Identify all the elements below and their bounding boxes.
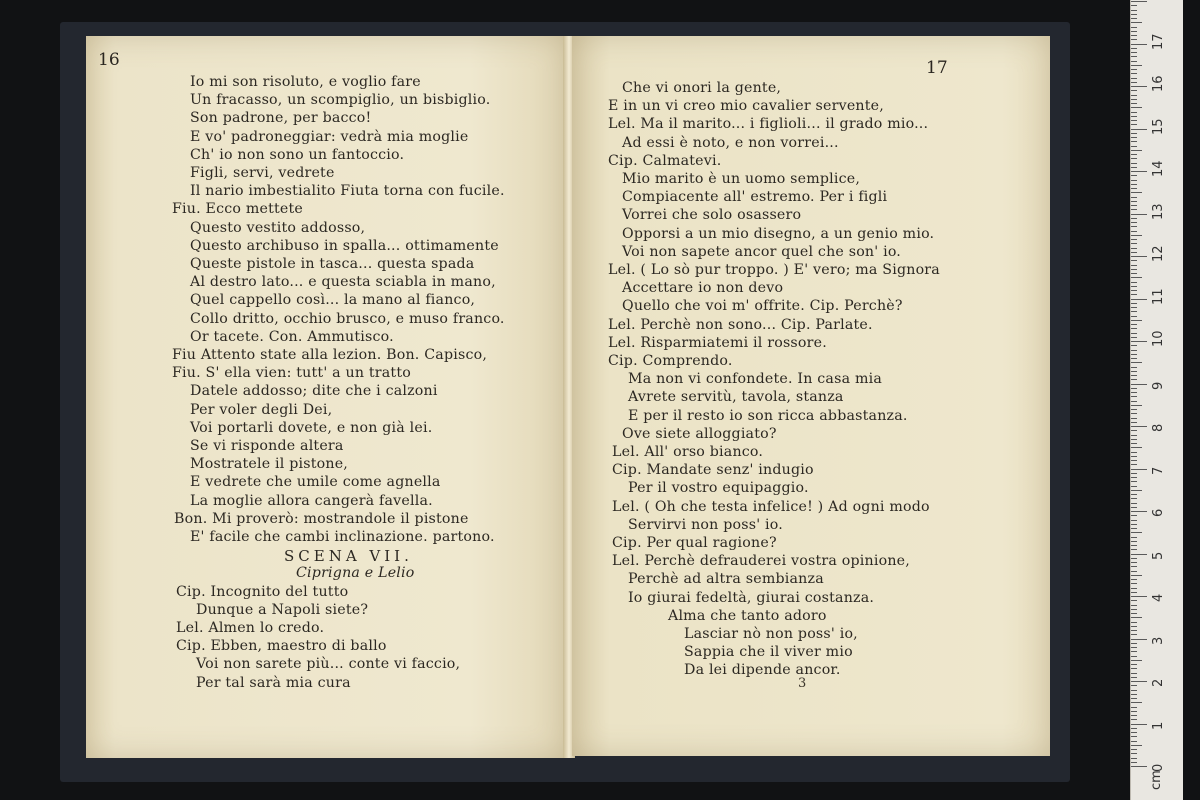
ruler-tick [1131, 545, 1137, 546]
ruler-tick [1131, 469, 1147, 470]
ruler-number: 2 [1151, 678, 1166, 687]
text-line: Io giurai fedeltà, giurai costanza. [628, 589, 875, 606]
ruler-number: 7 [1151, 466, 1166, 475]
ruler-tick [1131, 120, 1137, 121]
text-line: Ove siete alloggiato? [622, 425, 777, 442]
ruler-tick [1131, 575, 1142, 576]
ruler-number: 10 [1151, 330, 1166, 347]
ruler-number: 13 [1151, 202, 1166, 220]
ruler-tick [1131, 141, 1137, 142]
text-line: Dunque a Napoli siete? [196, 601, 369, 618]
ruler-tick [1131, 617, 1142, 618]
ruler-tick [1131, 452, 1137, 453]
ruler-tick [1131, 116, 1137, 117]
text-line: La moglie allora cangerà favella. [190, 492, 433, 509]
text-line: Perchè ad altra sembianza [628, 571, 824, 588]
ruler-tick [1131, 728, 1137, 729]
text-line: E vo' padroneggiar: vedrà mia moglie [190, 128, 469, 145]
text-line: Quello che voi m' offrite. Cip. Perchè? [622, 298, 903, 315]
ruler-tick [1131, 405, 1142, 406]
ruler-tick [1131, 371, 1137, 372]
ruler-number: 5 [1151, 551, 1166, 560]
ruler-tick [1131, 112, 1137, 113]
ruler-tick [1131, 596, 1147, 597]
ruler-tick [1131, 447, 1142, 448]
ruler-tick [1131, 613, 1137, 614]
ruler-tick [1131, 639, 1147, 640]
text-line: Un fracasso, un scompiglio, un bisbiglio. [190, 92, 491, 109]
ruler-tick [1131, 583, 1137, 584]
ruler-tick [1131, 290, 1137, 291]
ruler-tick [1131, 435, 1137, 436]
ruler-tick [1131, 222, 1137, 223]
text-line: Avrete servitù, tavola, stanza [628, 389, 844, 406]
ruler-tick [1131, 286, 1137, 287]
ruler-tick [1131, 192, 1142, 193]
ruler-tick [1131, 600, 1137, 601]
text-line: Vorrei che solo osassero [622, 207, 802, 224]
signature-mark: 3 [798, 676, 807, 691]
ruler-tick [1131, 549, 1137, 550]
ruler-tick [1131, 664, 1137, 665]
ruler-tick [1131, 48, 1137, 49]
ruler-tick [1131, 252, 1137, 253]
text-line: Or tacete. Con. Ammutisco. [190, 328, 394, 345]
ruler-tick [1131, 656, 1137, 657]
ruler-tick [1131, 31, 1137, 32]
text-line: Cip. Per qual ragione? [612, 535, 777, 551]
ruler-tick [1131, 732, 1137, 733]
ruler-tick [1131, 10, 1137, 11]
text-line: Queste pistole in tasca... questa spada [190, 256, 475, 272]
ruler-tick [1131, 282, 1137, 283]
ruler-tick [1131, 14, 1137, 15]
ruler-number: 6 [1151, 508, 1166, 517]
text-line: Cip. Mandate senz' indugio [612, 462, 814, 479]
text-line: Voi portarli dovete, e non già lei. [190, 419, 433, 436]
ruler-tick [1131, 260, 1137, 261]
ruler-tick [1131, 566, 1137, 567]
ruler-tick [1131, 18, 1137, 19]
ruler-tick [1131, 188, 1137, 189]
ruler-tick [1131, 609, 1137, 610]
text-line: Son padrone, per bacco! [190, 110, 372, 127]
ruler-tick [1131, 95, 1137, 96]
text-line: Che vi onori la gente, [622, 80, 782, 96]
text-line: Per il vostro equipaggio. [628, 480, 809, 497]
ruler-tick [1131, 758, 1137, 759]
ruler-tick [1131, 379, 1137, 380]
measurement-ruler [1130, 0, 1183, 800]
ruler-tick [1131, 99, 1137, 100]
ruler-tick [1131, 741, 1137, 742]
ruler-tick [1131, 265, 1137, 266]
ruler-tick [1131, 685, 1137, 686]
ruler-tick [1131, 243, 1137, 244]
text-line: Al destro lato... e questa sciabla in mano, [190, 274, 496, 291]
text-line: Servirvi non poss' io. [628, 516, 783, 533]
ruler-tick [1131, 150, 1142, 151]
text-line: E per il resto io son ricca abbastanza. [628, 407, 908, 424]
ruler-tick [1131, 78, 1137, 79]
ruler-tick [1131, 392, 1137, 393]
ruler-tick [1131, 707, 1137, 708]
text-line: Quel cappello così... la mano al fianco, [190, 292, 476, 309]
text-line: Lel. Ma il marito... i figlioli... il grado mio... [608, 116, 929, 133]
text-line: Lel. Perchè defrauderei vostra opinione, [612, 553, 910, 570]
ruler-tick [1131, 73, 1137, 74]
ruler-tick [1131, 307, 1137, 308]
ruler-number: 14 [1151, 160, 1166, 177]
ruler-tick [1131, 209, 1137, 210]
ruler-tick [1131, 426, 1147, 427]
ruler-tick [1131, 571, 1137, 572]
ruler-number: 12 [1151, 245, 1166, 262]
ruler-tick [1131, 294, 1137, 295]
ruler-tick [1131, 137, 1137, 138]
ruler-number: 15 [1151, 117, 1166, 135]
text-line: Mio marito è un uomo semplice, [622, 171, 861, 187]
ruler-tick [1131, 333, 1137, 334]
right-page-number: 17 [926, 58, 948, 78]
ruler-tick [1131, 622, 1137, 623]
ruler-tick [1131, 681, 1147, 682]
ruler-tick [1131, 541, 1137, 542]
ruler-tick [1131, 218, 1137, 219]
ruler-tick [1131, 1, 1147, 2]
ruler-tick [1131, 660, 1142, 661]
ruler-tick [1131, 337, 1137, 338]
text-line: Collo dritto, occhio brusco, e muso franco. [190, 310, 505, 327]
left-page [86, 36, 566, 758]
ruler-tick [1131, 214, 1147, 215]
ruler-tick [1131, 388, 1137, 389]
ruler-tick [1131, 69, 1137, 70]
ruler-tick [1131, 503, 1137, 504]
ruler-tick [1131, 146, 1137, 147]
ruler-number: 1 [1151, 721, 1166, 730]
ruler-tick [1131, 766, 1147, 767]
text-line: Voi non sarete più... conte vi faccio, [196, 656, 461, 673]
text-line: Ad essi è noto, e non vorrei... [622, 134, 839, 151]
ruler-tick [1131, 367, 1137, 368]
ruler-tick [1131, 634, 1137, 635]
text-line: Lel. ( Lo sò pur troppo. ) E' vero; ma Signora [608, 262, 940, 278]
ruler-tick [1131, 273, 1137, 274]
ruler-tick [1131, 554, 1147, 555]
ruler-tick [1131, 515, 1137, 516]
text-line: Cip. Comprendo. [608, 353, 733, 369]
ruler-tick [1131, 311, 1137, 312]
ruler-tick [1131, 39, 1137, 40]
ruler-tick [1131, 413, 1137, 414]
ruler-tick [1131, 22, 1142, 23]
ruler-tick [1131, 745, 1142, 746]
ruler-tick [1131, 439, 1137, 440]
text-line: Alma che tanto adoro [668, 607, 827, 624]
ruler-tick [1131, 694, 1137, 695]
ruler-tick [1131, 668, 1137, 669]
ruler-tick [1131, 673, 1137, 674]
text-line: Da lei dipende ancor. [684, 662, 841, 679]
text-line: Lel. Almen lo credo. [176, 620, 325, 636]
ruler-tick [1131, 630, 1137, 631]
ruler-tick [1131, 537, 1137, 538]
ruler-tick [1131, 107, 1142, 108]
ruler-tick [1131, 86, 1147, 87]
ruler-tick [1131, 277, 1142, 278]
text-line: Ciprigna e Lelio [296, 565, 415, 582]
ruler-tick [1131, 481, 1137, 482]
ruler-tick [1131, 605, 1137, 606]
ruler-tick [1131, 715, 1137, 716]
ruler-tick [1131, 486, 1137, 487]
ruler-tick [1131, 65, 1142, 66]
ruler-tick [1131, 396, 1137, 397]
text-line: Sappia che il viver mio [684, 644, 853, 661]
ruler-tick [1131, 256, 1147, 257]
text-line: E vedrete che umile come agnella [190, 474, 441, 491]
ruler-tick [1131, 507, 1137, 508]
ruler-tick [1131, 401, 1137, 402]
text-line: Bon. Mi proverò: mostrandole il pistone [174, 510, 469, 527]
text-line: Lasciar nò non poss' io, [684, 626, 858, 642]
text-line: Figli, servi, vedrete [190, 165, 335, 181]
ruler-tick [1131, 184, 1137, 185]
ruler-tick [1131, 724, 1147, 725]
ruler-tick [1131, 205, 1137, 206]
text-line: Questo vestito addosso, [190, 219, 366, 236]
ruler-number: 16 [1151, 75, 1166, 92]
ruler-tick [1131, 303, 1137, 304]
ruler-tick [1131, 651, 1137, 652]
ruler-tick [1131, 579, 1137, 580]
text-line: SCENA VII. [284, 547, 413, 566]
text-line: Mostratele il pistone, [190, 456, 349, 473]
ruler-number: 0 [1151, 763, 1166, 772]
ruler-tick [1131, 269, 1137, 270]
text-line: E' facile che cambi inclinazione. partono. [190, 529, 495, 545]
ruler-tick [1131, 677, 1137, 678]
ruler-tick [1131, 5, 1137, 6]
ruler-tick [1131, 320, 1142, 321]
ruler-tick [1131, 154, 1137, 155]
text-line: Opporsi a un mio disegno, a un genio mio. [622, 225, 935, 242]
text-line: Il nario imbestialito Fiuta torna con fucile. [190, 183, 505, 200]
text-line: Per tal sarà mia cura [196, 674, 351, 691]
ruler-tick [1131, 532, 1142, 533]
ruler-tick [1131, 235, 1142, 236]
ruler-tick [1131, 456, 1137, 457]
ruler-tick [1131, 375, 1137, 376]
ruler-tick [1131, 133, 1137, 134]
ruler-number: 8 [1151, 423, 1166, 432]
text-line: Ch' io non sono un fantoccio. [190, 146, 405, 163]
ruler-tick [1131, 430, 1137, 431]
ruler-tick [1131, 384, 1147, 385]
ruler-tick [1131, 443, 1137, 444]
text-line: Lel. Risparmiatemi il rossore. [608, 334, 827, 351]
ruler-tick [1131, 124, 1137, 125]
text-line: Fiu Attento state alla lezion. Bon. Capisco, [172, 347, 488, 363]
text-line: Voi non sapete ancor quel che son' io. [622, 243, 902, 260]
ruler-tick [1131, 464, 1137, 465]
ruler-tick [1131, 418, 1137, 419]
ruler-tick [1131, 358, 1137, 359]
text-line: Cip. Incognito del tutto [176, 583, 349, 600]
text-line: Lel. ( Oh che testa infelice! ) Ad ogni modo [612, 498, 930, 515]
text-line: E in un vi creo mio cavalier servente, [608, 98, 884, 115]
ruler-tick [1131, 494, 1137, 495]
ruler-tick [1131, 498, 1137, 499]
ruler-tick [1131, 175, 1137, 176]
ruler-tick [1131, 473, 1137, 474]
text-line: Cip. Ebben, maestro di ballo [176, 638, 387, 655]
ruler-tick [1131, 520, 1137, 521]
text-line: Io mi son risoluto, e voglio fare [190, 74, 421, 90]
ruler-unit: cm [1149, 770, 1164, 790]
ruler-tick [1131, 90, 1137, 91]
ruler-tick [1131, 647, 1137, 648]
ruler-tick [1131, 460, 1137, 461]
ruler-tick [1131, 762, 1137, 763]
ruler-tick [1131, 61, 1137, 62]
ruler-tick [1131, 528, 1137, 529]
ruler-tick [1131, 103, 1137, 104]
ruler-tick [1131, 299, 1147, 300]
text-line: Accettare io non devo [622, 280, 784, 297]
text-line: Lel. Perchè non sono... Cip. Parlate. [608, 316, 873, 333]
ruler-tick [1131, 35, 1137, 36]
ruler-tick [1131, 171, 1147, 172]
ruler-tick [1131, 129, 1147, 130]
ruler-tick [1131, 753, 1137, 754]
ruler-tick [1131, 324, 1137, 325]
ruler-tick [1131, 56, 1137, 57]
ruler-tick [1131, 226, 1137, 227]
ruler-number: 4 [1151, 593, 1166, 602]
ruler-number: 9 [1151, 381, 1166, 390]
ruler-tick [1131, 52, 1137, 53]
ruler-tick [1131, 588, 1137, 589]
text-line: Questo archibuso in spalla... ottimamente [190, 237, 499, 254]
ruler-number: 11 [1151, 287, 1166, 305]
ruler-tick [1131, 158, 1137, 159]
ruler-tick [1131, 592, 1137, 593]
ruler-tick [1131, 82, 1137, 83]
ruler-tick [1131, 511, 1147, 512]
ruler-tick [1131, 477, 1137, 478]
ruler-tick [1131, 239, 1137, 240]
ruler-tick [1131, 690, 1137, 691]
ruler-tick [1131, 698, 1137, 699]
ruler-tick [1131, 362, 1142, 363]
ruler-number: 3 [1151, 636, 1166, 645]
ruler-tick [1131, 702, 1142, 703]
ruler-tick [1131, 328, 1137, 329]
ruler-tick [1131, 167, 1137, 168]
ruler-tick [1131, 626, 1137, 627]
ruler-tick [1131, 422, 1137, 423]
ruler-tick [1131, 643, 1137, 644]
text-line: Compiacente all' estremo. Per i figli [622, 189, 888, 206]
ruler-tick [1131, 316, 1137, 317]
ruler-tick [1131, 749, 1137, 750]
text-line: Ma non vi confondete. In casa mia [628, 371, 882, 388]
text-line: Se vi risponde altera [190, 438, 344, 454]
ruler-number: 17 [1151, 32, 1166, 50]
ruler-tick [1131, 350, 1137, 351]
ruler-tick [1131, 558, 1137, 559]
left-page-number: 16 [98, 50, 120, 70]
ruler-tick [1131, 345, 1137, 346]
ruler-tick [1131, 201, 1137, 202]
ruler-tick [1131, 736, 1137, 737]
text-line: Lel. All' orso bianco. [612, 444, 764, 460]
ruler-tick [1131, 354, 1137, 355]
ruler-tick [1131, 719, 1137, 720]
text-line: Fiu. Ecco mettete [172, 201, 303, 218]
ruler-tick [1131, 341, 1147, 342]
ruler-tick [1131, 163, 1137, 164]
ruler-tick [1131, 180, 1137, 181]
ruler-tick [1131, 562, 1137, 563]
ruler-tick [1131, 44, 1147, 45]
ruler-tick [1131, 197, 1137, 198]
text-line: Per voler degli Dei, [190, 401, 333, 418]
ruler-tick [1131, 409, 1137, 410]
text-line: Fiu. S' ella vien: tutt' a un tratto [172, 365, 411, 382]
ruler-tick [1131, 490, 1142, 491]
ruler-tick [1131, 231, 1137, 232]
right-page [572, 36, 1050, 756]
ruler-tick [1131, 524, 1137, 525]
text-line: Datele addosso; dite che i calzoni [190, 383, 438, 400]
ruler-tick [1131, 248, 1137, 249]
text-line: Cip. Calmatevi. [608, 152, 722, 169]
ruler-tick [1131, 27, 1137, 28]
ruler-tick [1131, 711, 1137, 712]
